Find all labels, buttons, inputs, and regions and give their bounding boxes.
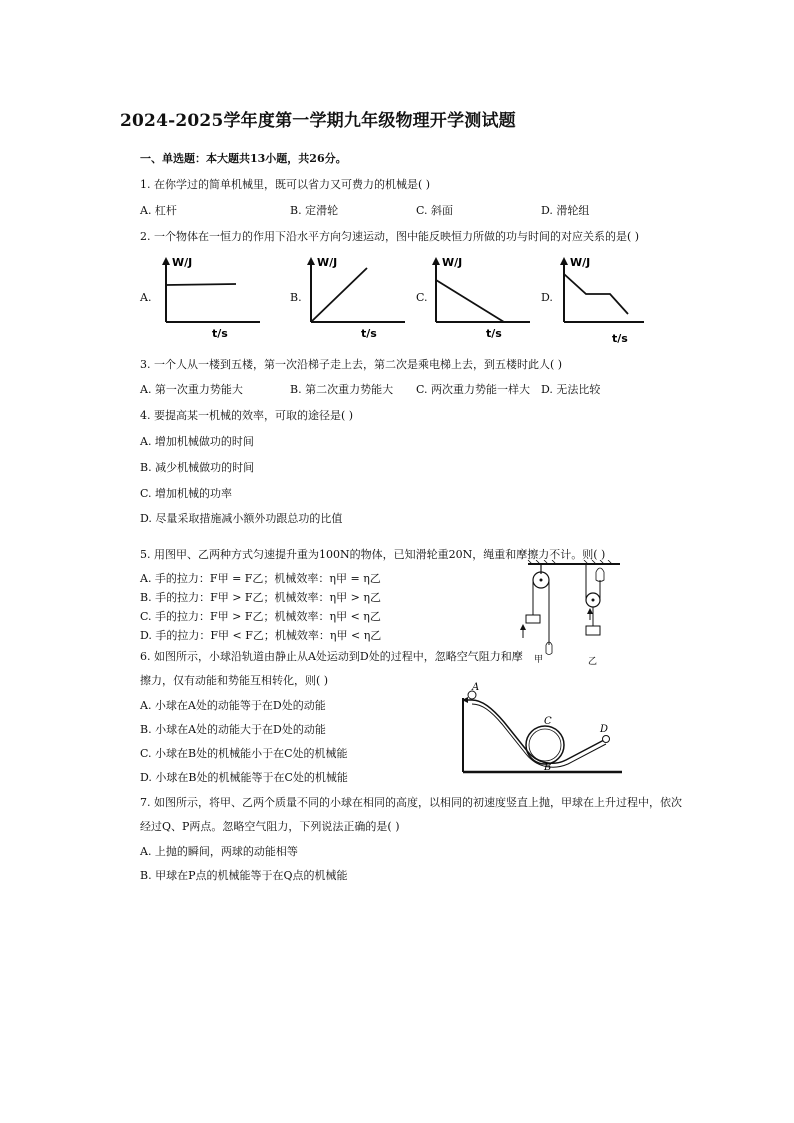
weight-yi (586, 626, 600, 635)
point-c-label: C (544, 716, 552, 727)
graph-b-xlabel: t/s (361, 327, 377, 340)
question-6-option-b: B. 小球在A处的动能大于在D处的动能 (140, 723, 326, 736)
point-b-label: B (544, 762, 552, 773)
question-2-stem: 2. 一个物体在一恒力的作用下沿水平方向匀速运动，图中能反映恒力所做的功与时间的对应关系的是( ) (140, 230, 640, 243)
question-5-option-d: D. 手的拉力：F甲 < F乙；机械效率：η甲 < η乙 (140, 629, 382, 642)
question-6-option-d: D. 小球在B处的机械能等于在C处的机械能 (140, 771, 348, 784)
question-5-option-a: A. 手的拉力：F甲 = F乙；机械效率：η甲 = η乙 (140, 572, 381, 585)
question-7-stem-line1: 7. 如图所示，将甲、乙两个质量不同的小球在相同的高度，以相同的初速度竖直上抛，甲球在上升过程中，依次 (140, 796, 682, 809)
question-7-stem-line2: 经过Q、P两点。忽略空气阻力，下列说法正确的是( ) (140, 820, 400, 833)
question-6-option-a: A. 小球在A处的动能等于在D处的动能 (140, 699, 326, 712)
graph-a-xlabel: t/s (212, 327, 228, 340)
fig-label-yi: 乙 (588, 657, 598, 667)
loop (526, 726, 564, 764)
question-1-option-d: D. 滑轮组 (541, 204, 590, 217)
graph-a-ylabel: W/J (172, 256, 193, 269)
graph-c-ylabel: W/J (442, 256, 463, 269)
ball-d (603, 736, 610, 743)
question-3-option-b: B. 第二次重力势能大 (290, 383, 394, 396)
question-2-label-d: D. (541, 291, 553, 304)
question-2-label-c: C. (416, 291, 428, 304)
question-5-stem: 5. 用图甲、乙两种方式匀速提升重为100N的物体，已知滑轮重20N，绳重和摩擦力不计。则( ) (140, 548, 606, 561)
question-6-stem-line1: 6. 如图所示，小球沿轨道由静止从A处运动到D处的过程中，忽略空气阻力和摩 (140, 650, 523, 663)
question-1-option-a: A. 杠杆 (140, 204, 177, 217)
question-3-option-c: C. 两次重力势能一样大 (416, 383, 531, 396)
section-heading: 一、单选题：本大题共13小题，共26分。 (140, 152, 347, 165)
question-7-option-a: A. 上抛的瞬间，两球的动能相等 (140, 845, 298, 858)
graph-b-line (311, 268, 367, 322)
point-a-label: A (472, 682, 480, 693)
graph-a (150, 252, 270, 342)
question-3-option-a: A. 第一次重力势能大 (140, 383, 243, 396)
fig-label-jia: 甲 (534, 655, 544, 665)
question-4-option-a: A. 增加机械做功的时间 (140, 435, 254, 448)
question-4-option-c: C. 增加机械的功率 (140, 487, 233, 500)
question-1-option-b: B. 定滑轮 (290, 204, 339, 217)
graph-d-xlabel: t/s (612, 332, 628, 345)
question-6-option-c: C. 小球在B处的机械能小于在C处的机械能 (140, 747, 348, 760)
question-2-label-b: B. (290, 291, 302, 304)
graph-c-line (436, 280, 504, 322)
graph-c (420, 252, 540, 342)
question-5-option-c: C. 手的拉力：F甲 > F乙；机械效率：η甲 < η乙 (140, 610, 381, 623)
graph-c-xlabel: t/s (486, 327, 502, 340)
graph-b-ylabel: W/J (317, 256, 338, 269)
question-3-stem: 3. 一个人从一楼到五楼，第一次沿梯子走上去，第二次是乘电梯上去，到五楼时此人( ) (140, 358, 563, 371)
track-figure (458, 682, 628, 780)
question-6-stem-line2: 擦力，仅有动能和势能互相转化，则( ) (140, 674, 329, 687)
question-4-stem: 4. 要提高某一机械的效率，可取的途径是( ) (140, 409, 354, 422)
page-title: 2024-2025学年度第一学期九年级物理开学测试题 (120, 111, 516, 131)
question-7-option-b: B. 甲球在P点的机械能等于在Q点的机械能 (140, 869, 348, 882)
graph-a-line (166, 284, 236, 285)
question-4-option-b: B. 减少机械做功的时间 (140, 461, 255, 474)
question-1-option-c: C. 斜面 (416, 204, 454, 217)
weight-jia (526, 615, 540, 623)
track-curve (472, 700, 604, 763)
graph-d-line (564, 274, 628, 314)
graph-b (295, 252, 415, 342)
point-d-label: D (600, 724, 609, 735)
pulley-figure (508, 560, 628, 670)
question-4-option-d: D. 尽量采取措施减小额外功跟总功的比值 (140, 512, 343, 525)
question-5-option-b: B. 手的拉力：F甲 > F乙；机械效率：η甲 > η乙 (140, 591, 381, 604)
question-1-stem: 1. 在你学过的简单机械里，既可以省力又可费力的机械是( ) (140, 178, 431, 191)
graph-d (548, 252, 648, 347)
question-3-option-d: D. 无法比较 (541, 383, 601, 396)
graph-d-ylabel: W/J (570, 256, 591, 269)
question-2-label-a: A. (140, 291, 152, 304)
